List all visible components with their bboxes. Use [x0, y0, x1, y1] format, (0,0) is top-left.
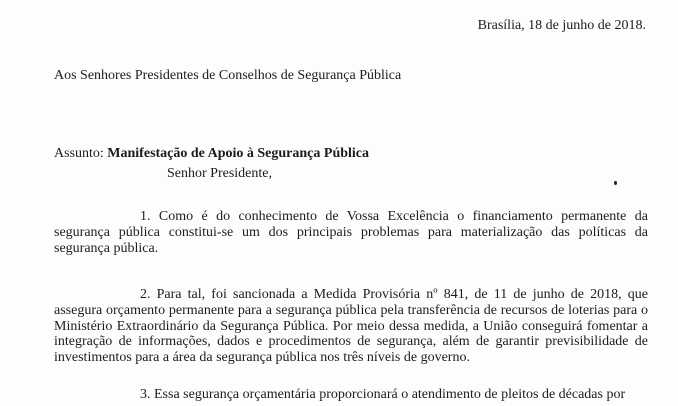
addressee-line: Aos Senhores Presidentes de Conselhos de Segurança Pública — [54, 68, 402, 83]
subject-text: Manifestação de Apoio à Segurança Pública — [107, 146, 370, 161]
date-line: Brasília, 18 de junho de 2018. — [477, 18, 646, 33]
paragraph-1: 1. Como é do conhecimento de Vossa Excelência o financiamento permanente da segurança pública constitui-se um dos principais problemas para materialização das políticas da segurança pública. — [54, 209, 648, 256]
paragraph-2: 2. Para tal, foi sancionada a Medida Provisória nº 841, de 11 de junho de 2018, que assegura orçamento permanente para a segurança pública pela transferência de recursos de loterias para o Ministério Extraordinário da Segurança Pública. Por meio dessa medida, a União conseguirá fomentar a integração de informações, dados e procedimentos de segurança, além de garantir previsibilidade de investimentos para a área da segurança pública nos três níveis de governo. — [54, 287, 648, 366]
paragraph-3: 3. Essa segurança orçamentária proporcionará o atendimento de pleitos de décadas por — [140, 387, 626, 402]
ink-speck — [614, 181, 617, 185]
subject-line — [54, 146, 369, 162]
salutation: Senhor Presidente, — [167, 166, 272, 181]
subject-label: Assunto: — [54, 146, 108, 161]
